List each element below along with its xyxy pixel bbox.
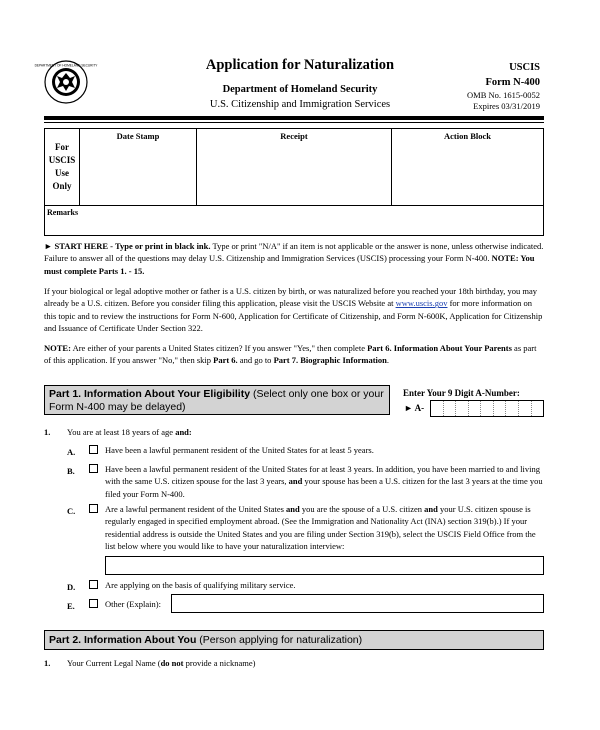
- agency-name: U.S. Citizenship and Immigration Services: [209, 99, 391, 110]
- question-number: 1.: [44, 658, 51, 668]
- question-1-text: You are at least 18 years of age and:: [67, 427, 192, 437]
- expiration-date: Expires 03/31/2019: [473, 101, 540, 111]
- option-letter: C.: [67, 506, 76, 516]
- question-number: 1.: [44, 427, 51, 437]
- option-b-checkbox[interactable]: [89, 464, 98, 473]
- option-a-text: Have been a lawful permanent resident of the United States for at least 5 years.: [105, 445, 374, 455]
- part2-heading: Part 2. Information About You (Person applying for naturalization): [44, 630, 544, 650]
- header-divider: [44, 116, 544, 120]
- anumber-label: Enter Your 9 Digit A-Number:: [403, 388, 520, 398]
- uscis-website-link[interactable]: www.uscis.gov: [395, 298, 448, 309]
- agency-short: USCIS: [509, 62, 540, 73]
- option-letter: E.: [67, 601, 75, 611]
- remarks-cell: Remarks: [45, 206, 544, 236]
- department-name: Department of Homeland Security: [222, 84, 378, 95]
- parents-note-paragraph: NOTE: Are either of your parents a United States citizen? If you answer "Yes," then complete Part 6. Information About Your Parents as part of this application. If you answer "No," then skip Part 6. and go to Part 7. Biographic Information.: [44, 343, 537, 366]
- uscis-office-box: [44, 128, 544, 236]
- seal-text: DEPARTMENT OF HOMELAND SECURITY: [34, 63, 98, 68]
- option-d-checkbox[interactable]: [89, 580, 98, 589]
- omb-number: OMB No. 1615-0052: [467, 90, 540, 100]
- receipt-cell: Receipt: [197, 129, 392, 206]
- option-a-checkbox[interactable]: [89, 445, 98, 454]
- option-d-text: Are applying on the basis of qualifying military service.: [105, 580, 296, 590]
- header-divider-thin: [44, 122, 544, 123]
- option-letter: A.: [67, 447, 76, 457]
- citizenship-paragraph: If your biological or legal adoptive mother or father is a U.S. citizen by birth, or was naturalized before you reached your 18th birthday, you may already be a U.S. citizen. Before you consider filing this application, please visit the USCIS Website at www.uscis.gov for more information on this topic and to review the instructions for Form N-600, Application for Certificate of Citizenship, and Form N-600K, Application for Citizenship and Issuance of Certificate Under Section 322.: [44, 286, 543, 333]
- option-letter: B.: [67, 466, 75, 476]
- option-c-text: Are a lawful permanent resident of the United States and you are the spouse of a U.S. citizen and your U.S. citizen spouse is regularly engaged in specified employment abroad. (See the Immigration and Nationality Act (INA) section 319(b).) If your residential address is outside the United States and you are filing under Section 319(b), select the USCIS Field Office from the list below where you would like to have your naturalization interview:: [105, 504, 536, 551]
- option-b-text: Have been a lawful permanent resident of the United States for at least 3 years. In addition, you have been married to and living with the same U.S. citizen spouse for the last 3 years, and your spouse has been a U.S. citizen for the last 3 years at the time you filed your Form N-400.: [105, 464, 543, 499]
- field-office-select[interactable]: [105, 556, 544, 575]
- form-title: Application for Naturalization: [205, 57, 395, 73]
- option-c-checkbox[interactable]: [89, 504, 98, 513]
- for-uscis-use-only: For USCIS Use Only: [45, 129, 80, 206]
- option-e-checkbox[interactable]: [89, 599, 98, 608]
- start-here-paragraph: ► START HERE - Type or print in black ink. Type or print "N/A" if an item is not applicable or the answer is none, unless otherwise indicated. Failure to answer all of the questions may delay U.S. Citizenship and Immigration Services (USCIS) processing your Form N-400. NOTE: You must complete Parts 1. - 15.: [44, 241, 544, 276]
- option-e-text: Other (Explain):: [105, 599, 161, 609]
- option-letter: D.: [67, 582, 76, 592]
- anumber-prefix: ► A-: [404, 403, 425, 413]
- other-explain-input[interactable]: [171, 594, 544, 613]
- part1-heading: Part 1. Information About Your Eligibility (Select only one box or your Form N-400 may be delayed): [44, 385, 390, 415]
- action-block-cell: Action Block: [392, 129, 544, 206]
- legal-name-label: Your Current Legal Name (do not provide a nickname): [67, 658, 256, 668]
- anumber-input[interactable]: [430, 400, 544, 417]
- form-number: Form N-400: [485, 77, 540, 88]
- date-stamp-cell: Date Stamp: [80, 129, 197, 206]
